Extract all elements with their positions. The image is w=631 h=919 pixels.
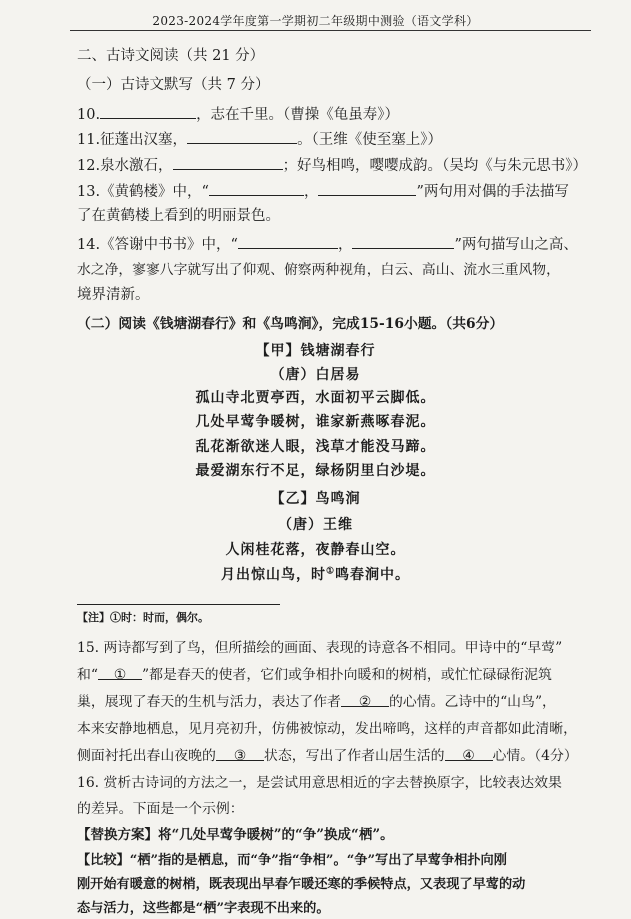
question-10 — [77, 104, 399, 125]
q16-line-3: 【替换方案】将“几处早莺争暖树”的“争”换成“栖”。 — [77, 827, 394, 843]
poem-b-line-2 — [0, 564, 631, 584]
poem-a-title: 【甲】钱塘湖春行 — [255, 343, 376, 359]
q15-line-3 — [77, 692, 556, 712]
q15-line-2 — [77, 665, 552, 685]
q15-text: ”都是春天的使者，它们或争相扑向暖和的树梢，或忙忙碌碌衔泥筑 — [142, 667, 552, 683]
q15-blank-1[interactable]: ① — [98, 665, 142, 680]
page-header: 2023-2024学年度第一学期初二年级期中测验（语文学科） — [152, 14, 479, 28]
question-12 — [77, 155, 587, 176]
q11-answer-blank[interactable] — [187, 129, 297, 144]
footnote: 【注】①时：时而，偶尔。 — [77, 611, 209, 624]
q14-comma: ， — [337, 237, 353, 253]
q15-text: 巢，展现了春天的生机与活力，表达了作者 — [77, 694, 341, 710]
poem-a-line-1: 孤山寺北贾亭西，水面初平云脚低。 — [195, 390, 436, 406]
q16-line-5: 刚开始有暖意的树梢，既表现出早春乍暖还寒的季候特点，又表现了早莺的动 — [77, 877, 526, 892]
q13-text-after: ”两句用对偶的手法描写 — [416, 184, 569, 200]
q10-text: ，志在千里。（曹操《龟虽寿》） — [196, 107, 400, 123]
q10-answer-blank[interactable] — [100, 104, 196, 119]
q12-text-after: ；好鸟相鸣，嘤嘤成韵。（吴均《与朱元思书》） — [282, 158, 588, 174]
q15-text: 的心情。乙诗中的“山鸟”， — [388, 694, 556, 710]
q13-comma: ， — [303, 184, 319, 200]
poem-a-line-3: 乱花渐欲迷人眼，浅草才能没马蹄。 — [195, 439, 436, 455]
q15-line-5 — [77, 746, 578, 766]
header-rule — [70, 30, 591, 31]
q12-answer-blank[interactable] — [173, 155, 283, 170]
q12-text-before: 泉水激石， — [100, 158, 173, 174]
subsection-1-title: （一）古诗文默写（共 7 分） — [77, 77, 270, 93]
poem-b-line-1: 人闲桂花落，夜静春山空。 — [225, 542, 406, 558]
q15-blank-4[interactable]: ④ — [445, 746, 493, 761]
q13-line-2: 了在黄鹤楼上看到的明丽景色。 — [77, 208, 280, 224]
q15-text: 心情。（4分） — [492, 748, 578, 764]
q15-blank-3[interactable]: ③ — [216, 746, 264, 761]
question-11 — [77, 129, 442, 150]
q14-line-2: 水之净，寥寥八字就写出了仰观、俯察两种视角，白云、高山、流水三重风物， — [77, 262, 560, 278]
poem-b-author: （唐）王维 — [278, 517, 353, 533]
q11-text-after: 。（王维《使至塞上》） — [297, 132, 443, 148]
q13-answer-blank-1[interactable] — [209, 181, 304, 196]
q15-line-4: 本来安静地栖息，见月亮初升，仿佛被惊动，发出啼鸣，这样的声音都如此清晰， — [77, 721, 578, 737]
q16-line-1: 16. 赏析古诗词的方法之一，是尝试用意思相近的字去替换原字，比较表达效果 — [77, 775, 562, 791]
q15-line-1: 15. 两诗都写到了鸟，但所描绘的画面、表现的诗意各不相同。甲诗中的“早莺” — [77, 640, 563, 656]
q14-answer-blank-2[interactable] — [352, 234, 454, 249]
question-14 — [77, 234, 578, 255]
poem-a-line-4: 最爱湖东行不足，绿杨阴里白沙堤。 — [195, 463, 436, 479]
q11-number: 11. — [77, 132, 101, 148]
q11-text-before: 征蓬出汉塞， — [100, 132, 188, 148]
q16-line-6: 态与活力，这些都是“栖”字表现不出来的。 — [77, 901, 330, 916]
q14-line-3: 境界清新。 — [77, 287, 150, 303]
question-13 — [77, 181, 569, 202]
q16-line-4: 【比较】“栖”指的是栖息，而“争”指“争相”。“争”写出了早莺争相扑向刚 — [77, 853, 507, 868]
footnote-rule — [77, 604, 280, 605]
q14-text-before: 《答谢中书书》中，“ — [100, 237, 238, 253]
section-title: 二、古诗文阅读（共 21 分） — [77, 48, 265, 64]
q15-blank-2[interactable]: ② — [341, 692, 389, 707]
q13-number: 13. — [77, 184, 101, 200]
poem-a-line-2: 几处早莺争暖树，谁家新燕啄春泥。 — [195, 414, 436, 430]
q10-number: 10. — [77, 107, 101, 123]
poem-b-line-2a: 月出惊山鸟，时 — [220, 567, 326, 583]
poem-a-author: （唐）白居易 — [270, 367, 361, 383]
subsection-2-title: （二）阅读《钱塘湖春行》和《鸟鸣涧》，完成15-16小题。（共6分） — [77, 316, 504, 332]
q13-answer-blank-2[interactable] — [318, 181, 416, 196]
q14-answer-blank-1[interactable] — [238, 234, 338, 249]
poem-b-line-2b: 鸣春涧中。 — [335, 567, 411, 583]
footnote-marker: ① — [325, 566, 336, 577]
q14-text-after: ”两句描写山之高、 — [454, 237, 578, 253]
poem-b-title: 【乙】鸟鸣涧 — [270, 491, 361, 507]
q16-line-2: 的差异。下面是一个示例： — [77, 801, 244, 817]
q14-number: 14. — [77, 237, 101, 253]
q15-text: 状态，写出了作者山居生活的 — [263, 748, 445, 764]
q13-text-before: 《黄鹤楼》中，“ — [100, 184, 209, 200]
q12-number: 12. — [77, 158, 101, 174]
q15-text: 和“ — [77, 667, 98, 683]
q15-text: 侧面衬托出春山夜晚的 — [77, 748, 216, 764]
